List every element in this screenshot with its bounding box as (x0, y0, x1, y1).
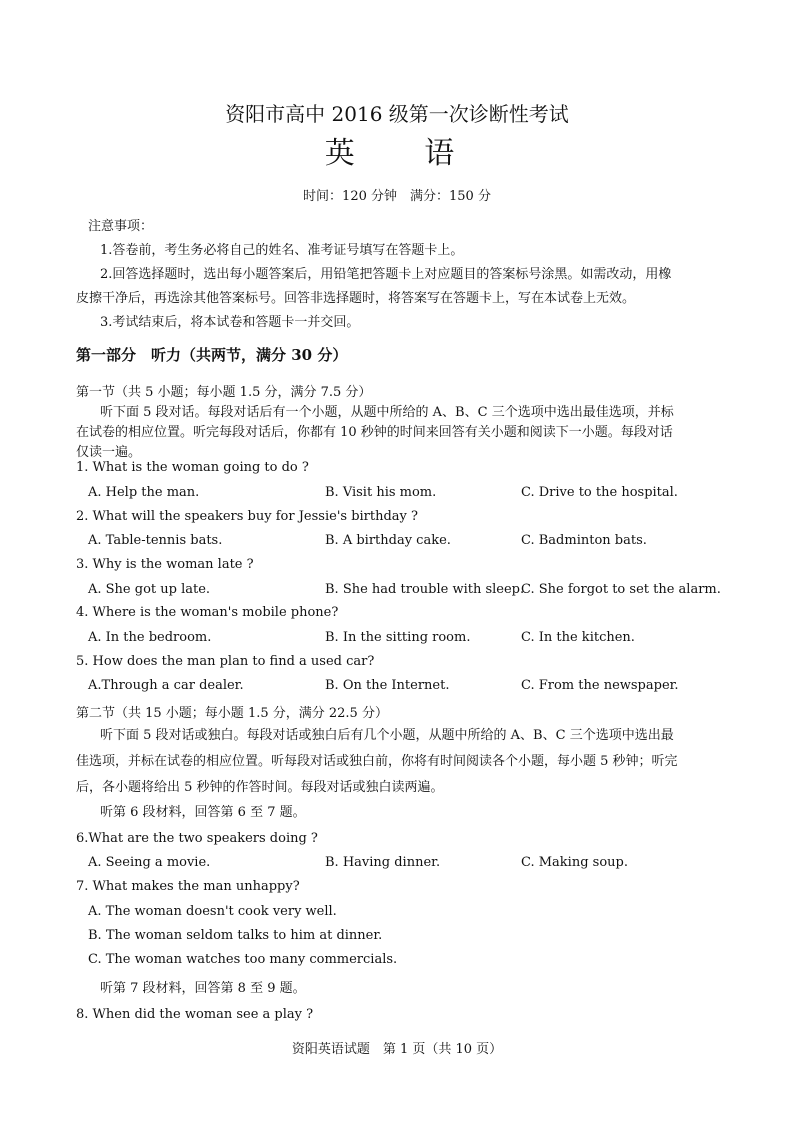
question-3: 3. Why is the woman late ? (76, 557, 254, 572)
q2-option-c: C. Badminton bats. (521, 533, 647, 548)
question-4: 4. Where is the woman's mobile phone? (76, 605, 339, 620)
q6-option-b: B. Having dinner. (325, 855, 441, 870)
exam-title: 资阳市高中 2016 级第一次诊断性考试 (225, 102, 569, 126)
section1-instr-line3: 仅读一遍。 (76, 445, 142, 460)
page-footer: 资阳英语试题 第 1 页（共 10 页） (291, 1042, 503, 1057)
section2-instr-line2: 佳选项，并标在试卷的相应位置。听每段对话或独白前，你将有时间阅读各个小题，每小题 5 秒钟；听完 (76, 754, 678, 769)
notes-heading: 注意事项： (88, 219, 154, 234)
q7-option-b: B. The woman seldom talks to him at dinner. (88, 928, 383, 943)
material-6-note: 听第 6 段材料，回答第 6 至 7 题。 (100, 805, 306, 820)
q6-option-c: C. Making soup. (521, 855, 628, 870)
note-1: 1.答卷前，考生务必将自己的姓名、准考证号填写在答题卡上。 (100, 243, 464, 258)
question-8: 8. When did the woman see a play ? (76, 1007, 314, 1022)
q7-option-c: C. The woman watches too many commercials. (88, 952, 398, 967)
section2-instr-line1: 听下面 5 段对话或独白。每段对话或独白后有几个小题，从题中所给的 A、B、C 三个选项中选出最 (100, 728, 674, 743)
section1-instr-line1: 听下面 5 段对话。每段对话后有一个小题，从题中所给的 A、B、C 三个选项中选出最佳选项，并标 (100, 405, 674, 420)
subject-title: 英 语 (324, 136, 485, 171)
q5-option-a: A.Through a car dealer. (88, 678, 244, 693)
q2-option-a: A. Table-tennis bats. (88, 533, 223, 548)
q2-option-b: B. A birthday cake. (325, 533, 451, 548)
question-1: 1. What is the woman going to do ? (76, 460, 309, 475)
question-6: 6.What are the two speakers doing ? (76, 831, 318, 846)
part1-title: 第一部分 听力（共两节，满分 30 分） (76, 346, 348, 364)
q6-option-a: A. Seeing a movie. (88, 855, 211, 870)
q4-option-b: B. In the sitting room. (325, 630, 471, 645)
section2-title: 第二节（共 15 小题；每小题 1.5 分，满分 22.5 分） (76, 706, 388, 721)
q1-option-b: B. Visit his mom. (325, 485, 437, 500)
section1-title: 第一节（共 5 小题；每小题 1.5 分，满分 7.5 分） (76, 385, 372, 400)
q1-option-a: A. Help the man. (88, 485, 200, 500)
note-2-line1: 2.回答选择题时，选出每小题答案后，用铅笔把答题卡上对应题目的答案标号涂黑。如需改动，用橡 (100, 267, 672, 282)
note-3: 3.考试结束后，将本试卷和答题卡一并交回。 (100, 315, 360, 330)
q3-option-a: A. She got up late. (88, 582, 211, 597)
q3-option-c: C. She forgot to set the alarm. (521, 582, 721, 597)
note-2-line2: 皮擦干净后，再选涂其他答案标号。回答非选择题时，将答案写在答题卡上，写在本试卷上无效。 (76, 291, 636, 306)
q1-option-c: C. Drive to the hospital. (521, 485, 678, 500)
q5-option-c: C. From the newspaper. (521, 678, 679, 693)
question-2: 2. What will the speakers buy for Jessie's birthday ? (76, 509, 418, 524)
section1-instr-line2: 在试卷的相应位置。听完每段对话后，你都有 10 秒钟的时间来回答有关小题和阅读下一小题。每段对话 (76, 425, 673, 440)
question-5: 5. How does the man plan to find a used car? (76, 654, 375, 669)
section2-instr-line3: 后，各小题将给出 5 秒钟的作答时间。每段对话或独白读两遍。 (76, 780, 444, 795)
material-7-note: 听第 7 段材料，回答第 8 至 9 题。 (100, 981, 306, 996)
q7-option-a: A. The woman doesn't cook very well. (88, 904, 337, 919)
q5-option-b: B. On the Internet. (325, 678, 450, 693)
question-7: 7. What makes the man unhappy? (76, 879, 300, 894)
q4-option-a: A. In the bedroom. (88, 630, 212, 645)
time-info: 时间：120 分钟 满分：150 分 (303, 189, 491, 204)
q3-option-b: B. She had trouble with sleep. (325, 582, 525, 597)
q4-option-c: C. In the kitchen. (521, 630, 635, 645)
